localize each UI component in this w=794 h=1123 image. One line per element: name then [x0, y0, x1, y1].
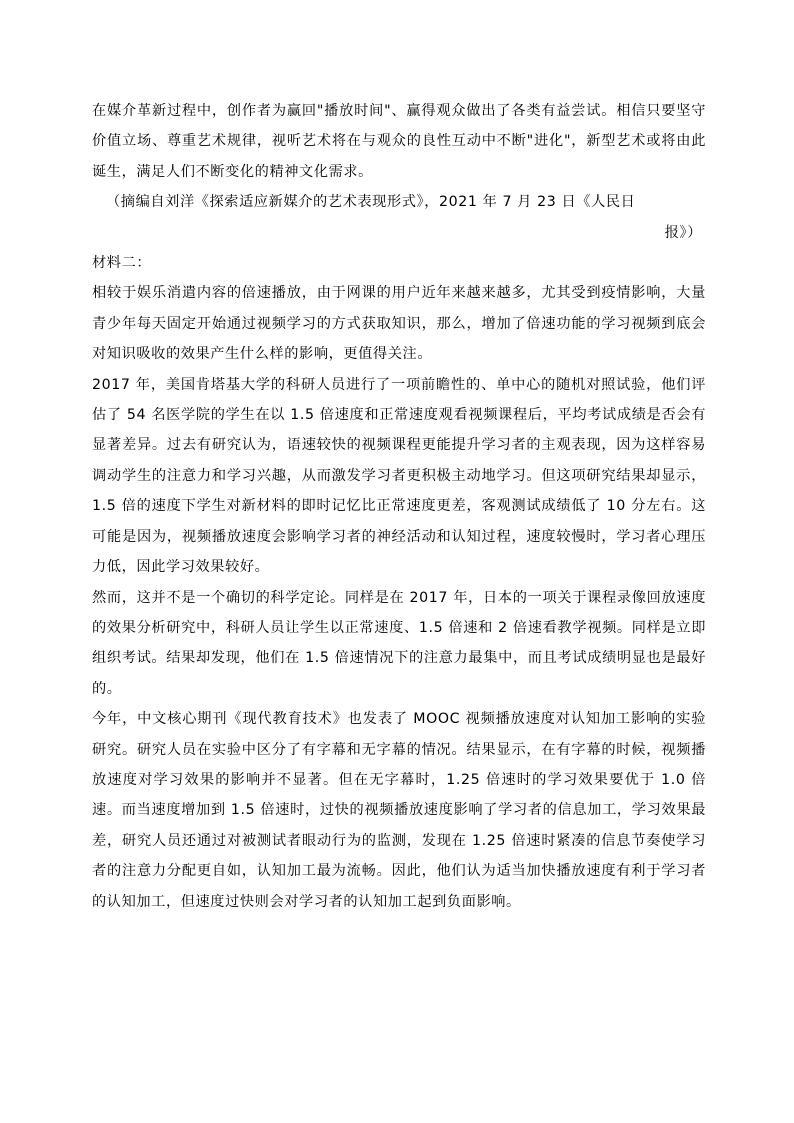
material-two-heading: 材料二： [92, 255, 152, 272]
source-citation [92, 187, 706, 248]
source-citation-line-2: 报》） [664, 224, 702, 241]
source-citation-line-1: （摘编自刘洋《探索适应新媒介的艺术表现形式》，2021 年 7 月 23 日《人民日 [106, 194, 636, 211]
body-paragraph-4: 今年，中文核心期刊《现代教育技术》也发表了 MOOC 视频播放速度对认知加工影响的实验研究。研究人员在实验中区分了有字幕和无字幕的情况。结果显示，在有字幕的时候，视频播放速度对学习效果的影响并不显著。但在无字幕时，1.25 倍速时的学习效果要优于 1.0 倍速。而当速度增加到 1.5 倍速时，过快的视频播放速度影响了学习者的信息加工，学习效果最差，研究人员还通过对被测试者眼动行为的监测，发现在 1.25 倍速时紧凑的信息节奏使学习者的注意力分配更自如，认知加工最为流畅。因此，他们认为适当加快播放速度有利于学习者的认知加工，但速度过快则会对学习者的认知加工起到负面影响。 [92, 711, 706, 910]
document-content [92, 96, 706, 917]
body-paragraph-2: 2017 年，美国肯塔基大学的科研人员进行了一项前瞻性的、单中心的随机对照试验，他们评估了 54 名医学院的学生在以 1.5 倍速度和正常速度观看视频课程后，平均考试成绩是否会有显著差异。过去有研究认为，语速较快的视频课程更能提升学习者的主观表现，因为这样容易调动学生的注意力和学习兴趣，从而激发学习者更积极主动地学习。但这项研究结果却显示，1.5 倍的速度下学生对新材料的即时记忆比正常速度更差，客观测试成绩低了 10 分左右。这可能是因为，视频播放速度会影响学习者的神经活动和认知过程，速度较慢时，学习者心理压力低，因此学习效果较好。 [92, 376, 706, 576]
intro-paragraph: 在媒介革新过程中，创作者为赢回"播放时间"、赢得观众做出了各类有益尝试。相信只要坚守价值立场、尊重艺术规律，视听艺术将在与观众的良性互动中不断"进化"，新型艺术或将由此诞生，满足人们不断变化的精神文化需求。 [92, 103, 706, 180]
body-paragraph-3: 然而，这并不是一个确切的科学定论。同样是在 2017 年，日本的一项关于课程录像回放速度的效果分析研究中，科研人员让学生以正常速度、1.5 倍速和 2 倍速看教学视频。同样是立即组织考试。结果却发现，他们在 1.5 倍速情况下的注意力最集中，而且考试成绩明显也是最好的。 [92, 589, 706, 697]
body-paragraph-1: 相较于娱乐消遣内容的倍速播放，由于网课的用户近年来越来越多，尤其受到疫情影响，大量青少年每天固定开始通过视频学习的方式获取知识，那么，增加了倍速功能的学习视频到底会对知识吸收的效果产生什么样的影响，更值得关注。 [92, 285, 706, 363]
